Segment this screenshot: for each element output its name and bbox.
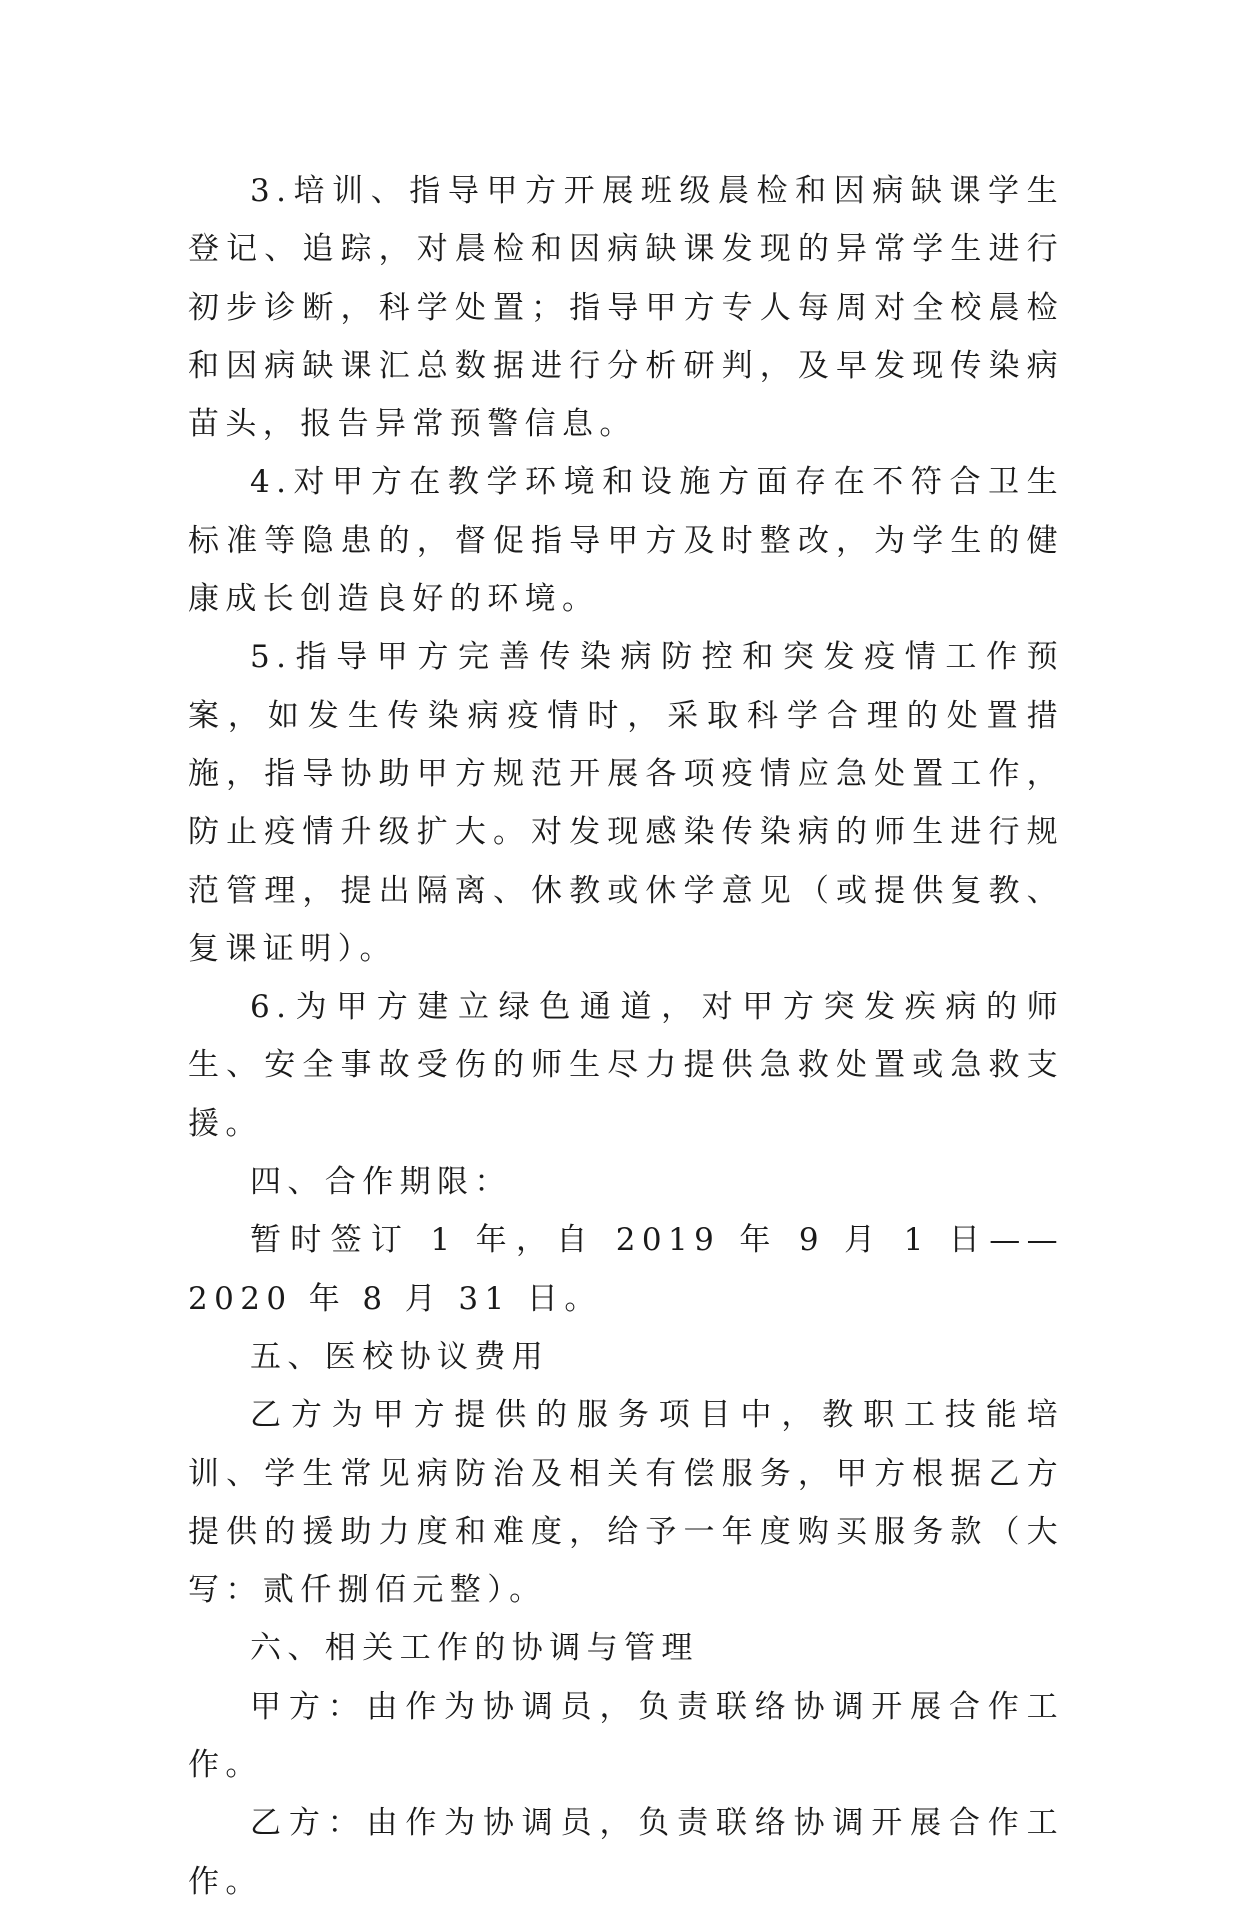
section-heading-fees: 五、医校协议费用 (250, 1338, 550, 1375)
paragraph-party-a-coordinator: 甲方：由作为协调员，负责联络协调开展合作工作。 (188, 1688, 1064, 1784)
paragraph-fees: 乙方为甲方提供的服务项目中，教职工技能培训、学生常见病防治及相关有偿服务，甲方根据乙方提供的援助力度和难度，给予一年度购买服务款（大写：贰仟捌佰元整）。 (188, 1397, 1064, 1609)
paragraph-item-4-environment: 4.对甲方在教学环境和设施方面存在不符合卫生标准等隐患的，督促指导甲方及时整改，为学生的健康成长创造良好的环境。 (188, 464, 1064, 618)
paragraph-item-5-epidemic: 5.指导甲方完善传染病防控和突发疫情工作预案，如发生传染病疫情时，采取科学合理的处置措施，指导协助甲方规范开展各项疫情应急处置工作，防止疫情升级扩大。对发现感染传染病的师生进行规范管理，提出隔离、休教或休学意见（或提供复教、复课证明）。 (188, 639, 1064, 967)
paragraph-cooperation-term: 暂时签订 1 年，自 2019 年 9 月 1 日——2020 年 8 月 31 日。 (188, 1222, 1064, 1317)
paragraph-item-3-training: 3.培训、指导甲方开展班级晨检和因病缺课学生登记、追踪，对晨检和因病缺课发现的异常学生进行初步诊断，科学处置；指导甲方专人每周对全校晨检和因病缺课汇总数据进行分析研判，及早发现传染病苗头，报告异常预警信息。 (188, 173, 1064, 443)
paragraph-item-6-green-channel: 6.为甲方建立绿色通道，对甲方突发疾病的师生、安全事故受伤的师生尽力提供急救处置或急救支援。 (188, 989, 1064, 1142)
paragraph-party-b-coordinator: 乙方：由作为协调员，负责联络协调开展合作工作。 (188, 1805, 1064, 1900)
section-heading-coordination: 六、相关工作的协调与管理 (250, 1630, 699, 1667)
section-heading-cooperation-term: 四、合作期限： (250, 1164, 512, 1201)
document-body (188, 162, 1064, 1911)
